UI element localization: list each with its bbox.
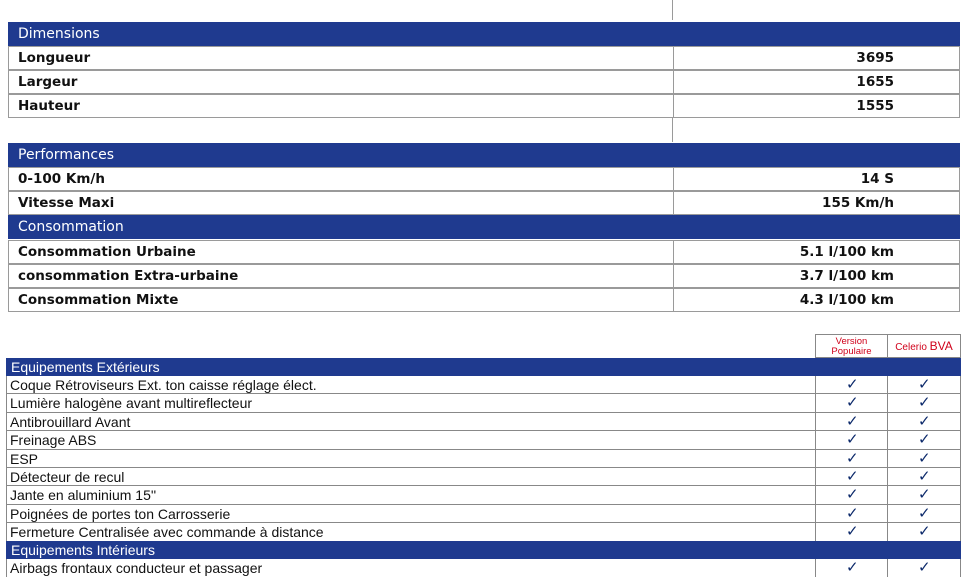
column-divider: [673, 191, 674, 215]
spec-label: Hauteur: [18, 98, 80, 114]
check-icon: ✓: [918, 467, 931, 485]
column-header-model: Celerio: [895, 342, 927, 353]
spec-value: 1555: [856, 98, 894, 114]
check-icon: ✓: [918, 375, 931, 393]
equipment-col-line: [6, 376, 7, 541]
spec-value: 155 Km/h: [822, 195, 894, 211]
spec-row: [8, 264, 960, 288]
section-header-equipements-interieurs: Equipements Intérieurs: [6, 541, 961, 559]
equipment-label: Coque Rétroviseurs Ext. ton caisse réglage élect.: [10, 377, 317, 393]
check-icon: ✓: [918, 430, 931, 449]
equipment-label: Détecteur de recul: [10, 469, 125, 485]
check-icon: ✓: [846, 558, 859, 576]
equipment-label: ESP: [10, 450, 39, 467]
column-divider: [673, 288, 674, 312]
spec-row: [8, 94, 960, 118]
column-header-celerio-bva: [887, 334, 961, 358]
section-header-performances: Performances: [8, 143, 960, 167]
check-icon: ✓: [918, 485, 931, 504]
table-row: [6, 523, 961, 541]
column-divider: [673, 264, 674, 288]
spec-label: Vitesse Maxi: [18, 195, 115, 211]
spec-label: Longueur: [18, 50, 91, 66]
spec-row: [8, 70, 960, 94]
spec-row: [8, 240, 960, 264]
spec-value: 3.7 l/100 km: [799, 268, 894, 284]
equipment-label: Poignées de portes ton Carrosserie: [10, 505, 231, 522]
equipment-label: Airbags frontaux conducteur et passager: [10, 560, 263, 576]
section-header-dimensions: Dimensions: [8, 22, 960, 46]
check-icon: ✓: [846, 448, 859, 467]
top-divider-line: [672, 0, 673, 20]
section-header-consommation: Consommation: [8, 215, 960, 239]
check-icon: ✓: [918, 411, 931, 430]
equipment-col-line: [960, 376, 961, 541]
column-header-line: Populaire: [831, 346, 872, 357]
check-icon: ✓: [846, 375, 859, 393]
section-header-equipements-exterieurs: Equipements Extérieurs: [6, 358, 961, 376]
check-icon: ✓: [918, 558, 931, 576]
equipment-label: Freinage ABS: [10, 432, 97, 449]
column-divider: [673, 46, 674, 70]
spec-label: Consommation Mixte: [18, 292, 179, 308]
column-divider: [673, 94, 674, 118]
column-header-transmission: BVA: [929, 339, 953, 353]
equipment-col-line: [887, 559, 888, 577]
check-icon: ✓: [918, 448, 931, 467]
table-row: [6, 468, 961, 486]
table-row: [6, 505, 961, 523]
check-icon: ✓: [918, 393, 931, 412]
column-header-line: Version: [835, 336, 868, 347]
spacer-divider-line: [672, 118, 673, 142]
equipment-label: Antibrouillard Avant: [10, 413, 131, 430]
spec-value: 3695: [856, 50, 894, 66]
spec-value: 1655: [856, 74, 894, 90]
equipment-label: Jante en aluminium 15'': [10, 487, 157, 504]
equipment-col-line: [815, 559, 816, 577]
spec-value: 4.3 l/100 km: [799, 292, 894, 308]
spec-label: Consommation Urbaine: [18, 244, 196, 260]
table-row: [6, 431, 961, 449]
table-row: [6, 486, 961, 504]
spec-label: 0-100 Km/h: [18, 171, 105, 187]
spec-row: [8, 167, 960, 191]
spec-value: 14 S: [860, 171, 894, 187]
spec-label: consommation Extra-urbaine: [18, 268, 239, 284]
spec-row: [8, 46, 960, 70]
check-icon: ✓: [846, 430, 859, 449]
table-row: [6, 394, 961, 412]
check-icon: ✓: [846, 503, 859, 522]
equipment-col-line: [815, 376, 816, 541]
check-icon: ✓: [846, 393, 859, 412]
column-header-version-populaire: [815, 334, 888, 358]
spec-row: [8, 191, 960, 215]
table-row: [6, 413, 961, 431]
equipment-col-line: [887, 376, 888, 541]
column-divider: [673, 240, 674, 264]
table-row: [6, 559, 961, 577]
spec-row: [8, 288, 960, 312]
column-divider: [673, 167, 674, 191]
table-row: [6, 450, 961, 468]
check-icon: ✓: [846, 485, 859, 504]
equipment-label: Lumière halogène avant multireflecteur: [10, 395, 253, 412]
check-icon: ✓: [918, 522, 931, 541]
check-icon: ✓: [846, 411, 859, 430]
check-icon: ✓: [846, 522, 859, 541]
table-row: [6, 376, 961, 394]
check-icon: ✓: [918, 503, 931, 522]
column-divider: [673, 70, 674, 94]
check-icon: ✓: [846, 467, 859, 485]
equipment-col-line: [960, 559, 961, 577]
spec-value: 5.1 l/100 km: [799, 244, 894, 260]
spec-label: Largeur: [18, 74, 78, 90]
equipment-col-line: [6, 559, 7, 577]
equipment-label: Fermeture Centralisée avec commande à distance: [10, 524, 324, 541]
